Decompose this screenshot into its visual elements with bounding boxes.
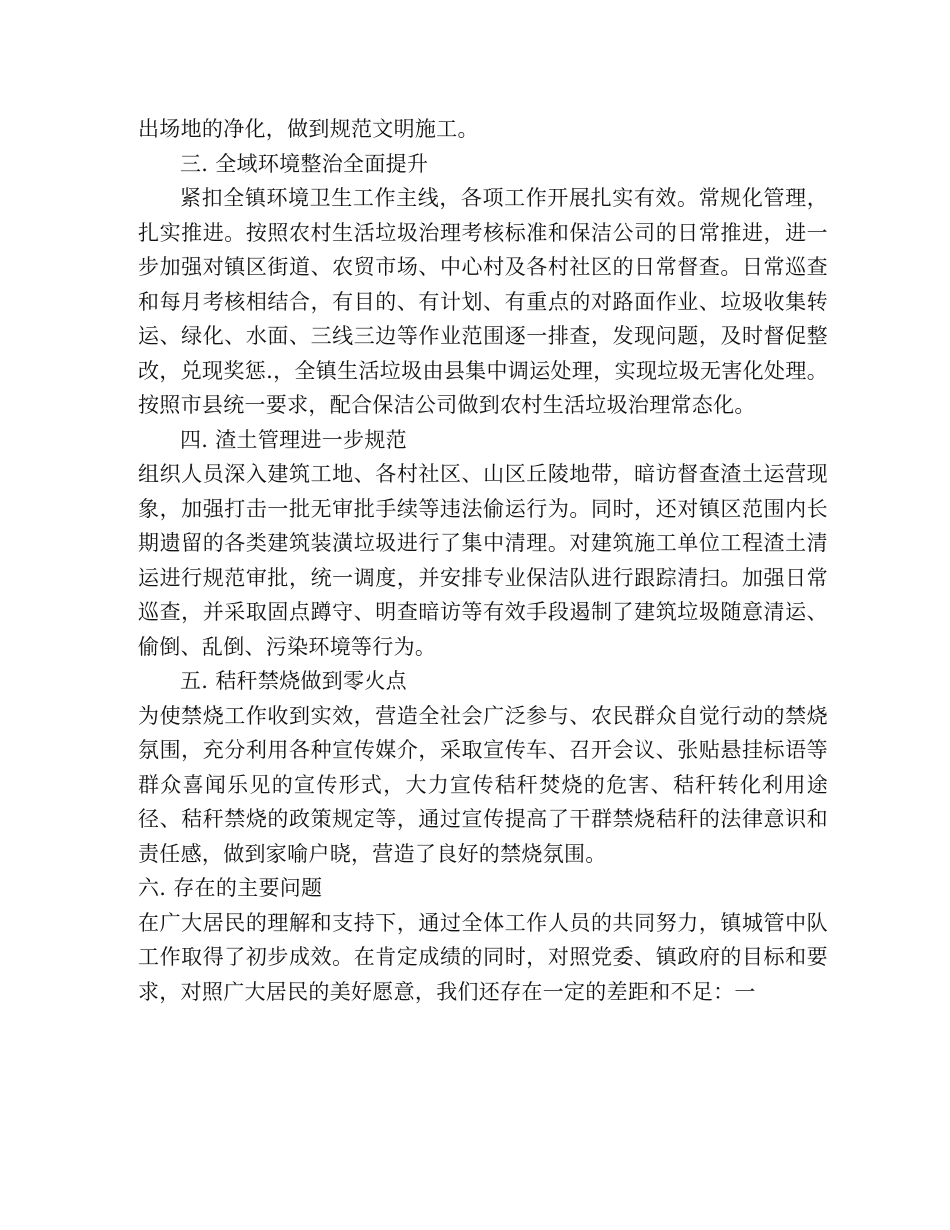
paragraph-environment: 紧扣全镇环境卫生工作主线，各项工作开展扎实有效。常规化管理，扎实推进。按照农村生活垃圾治理考核标准和保洁公司的日常推进，进一步加强对镇区街道、农贸市场、中心村及各村社区的日常督查。日常巡查和每月考核相结合，有目的、有计划、有重点的对路面作业、垃圾收集转运、绿化、水面、三线三边等作业范围逐一排查，发现问题，及时督促整改，兑现奖惩.，全镇生活垃圾由县集中调运处理，实现垃圾无害化处理。按照市县统一要求，配合保洁公司做到农村生活垃圾治理常态化。 <box>138 186 828 417</box>
section-heading-5: 五. 秸秆禁烧做到零火点 <box>180 669 407 693</box>
document-page <box>138 112 828 1009</box>
paragraph-main-problems: 在广大居民的理解和支持下，通过全体工作人员的共同努力，镇城管中队工作取得了初步成效。在肯定成绩的同时，对照党委、镇政府的目标和要求，对照广大居民的美好愿意，我们还存在一定的差距和不足：一 <box>138 910 828 1004</box>
section-heading-6: 六. 存在的主要问题 <box>138 876 323 900</box>
paragraph-intro-continuation: 出场地的净化，做到规范文明施工。 <box>138 117 479 141</box>
paragraph-muck-management: 组织人员深入建筑工地、各村社区、山区丘陵地带，暗访督查渣土运营现象，加强打击一批无审批手续等违法偷运行为。同时，还对镇区范围内长期遗留的各类建筑装潢垃圾进行了集中清理。对建筑施工单位工程渣土清运进行规范审批，统一调度，并安排专业保洁队进行跟踪清扫。加强日常巡查，并采取固点蹲守、明查暗访等有效手段遏制了建筑垃圾随意清运、偷倒、乱倒、污染环境等行为。 <box>138 462 828 659</box>
paragraph-straw-burning: 为使禁烧工作收到实效，营造全社会广泛参与、农民群众自觉行动的禁烧氛围，充分利用各种宣传媒介，采取宣传车、召开会议、张贴悬挂标语等群众喜闻乐见的宣传形式，大力宣传秸秆焚烧的危害、秸秆转化利用途径、秸秆禁烧的政策规定等，通过宣传提高了干群禁烧秸秆的法律意识和责任感，做到家喻户晓，营造了良好的禁烧氛围。 <box>138 703 828 866</box>
section-heading-3: 三. 全域环境整治全面提升 <box>180 151 429 176</box>
section-heading-4: 四. 渣土管理进一步规范 <box>180 427 407 452</box>
